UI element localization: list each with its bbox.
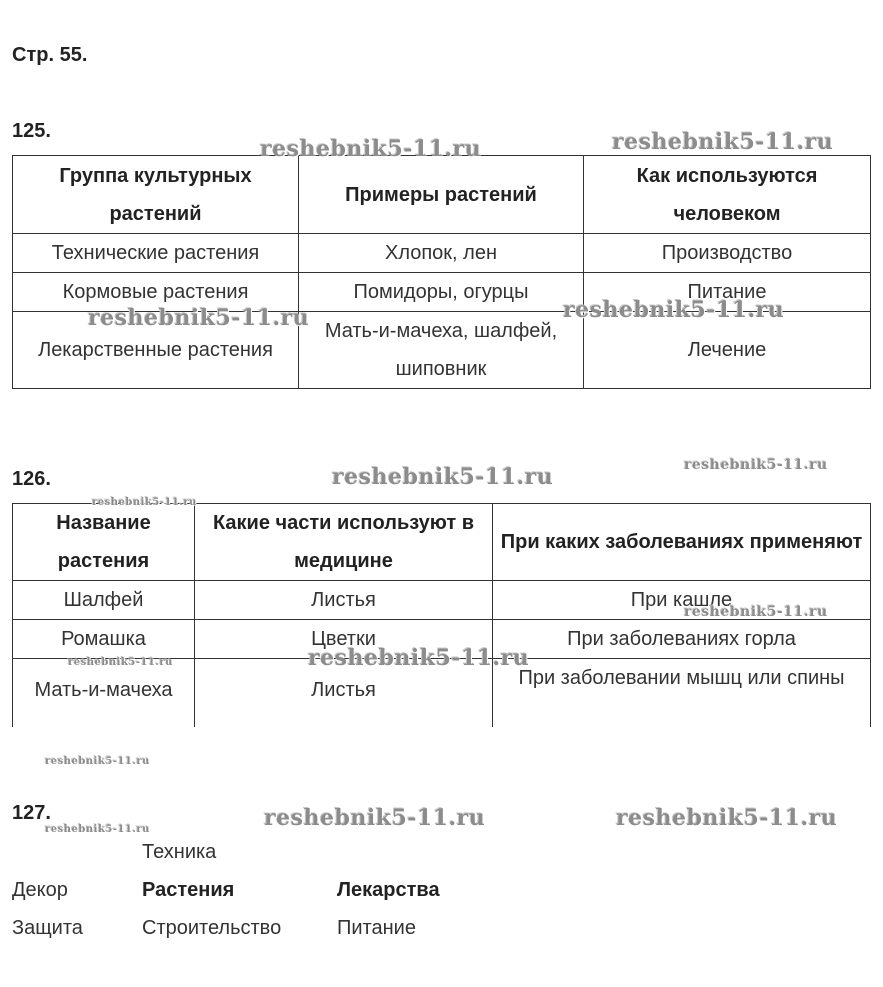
watermark: reshebnik5-11.ru <box>260 136 482 162</box>
table-cell: Ромашка <box>13 620 195 659</box>
page-label: Стр. 55. <box>12 44 88 66</box>
word-zashchita: Защита <box>12 917 83 939</box>
table-cell: Мать-и-мачеха <box>13 659 195 727</box>
header-cell: Как используются человеком <box>584 156 871 234</box>
header-cell: При каких заболеваниях применяют <box>493 504 871 581</box>
watermark: reshebnik5-11.ru <box>45 756 150 767</box>
table-cell: Лечение <box>584 312 871 389</box>
table-cell: Производство <box>584 234 871 273</box>
table-cell: Лекарственные растения <box>13 312 299 389</box>
header-cell: Какие части используют в медицине <box>195 504 493 581</box>
watermark: reshebnik5-11.ru <box>308 645 530 671</box>
watermark: reshebnik5-11.ru <box>563 297 785 323</box>
table-cell: Шалфей <box>13 581 195 620</box>
word-tekhnika: Техника <box>142 841 217 863</box>
task-127-number: 127. <box>12 802 51 824</box>
watermark: reshebnik5-11.ru <box>45 824 150 835</box>
table-cell: Технические растения <box>13 234 299 273</box>
table-cell: При кашле <box>493 581 871 620</box>
watermark: reshebnik5-11.ru <box>616 805 838 831</box>
watermark: reshebnik5-11.ru <box>332 464 554 490</box>
watermark: reshebnik5-11.ru <box>612 129 834 155</box>
table-cell: Хлопок, лен <box>299 234 584 273</box>
watermark: reshebnik5-11.ru <box>684 457 828 473</box>
task-126-number: 126. <box>12 468 51 490</box>
table-row <box>13 312 871 389</box>
header-cell: Примеры растений <box>299 156 584 234</box>
table-row <box>13 620 871 659</box>
table-cell: При заболевании мышц или спины <box>493 659 871 727</box>
table-row <box>13 273 871 312</box>
word-lekarstva: Лекарства <box>337 879 440 901</box>
task-125-number: 125. <box>12 120 51 142</box>
table-header-row <box>13 504 871 581</box>
watermark: reshebnik5-11.ru <box>684 604 828 620</box>
header-cell: Группа культурных растений <box>13 156 299 234</box>
watermark: reshebnik5-11.ru <box>92 497 197 508</box>
watermark: reshebnik5-11.ru <box>88 305 310 331</box>
word-dekor: Декор <box>12 879 68 901</box>
header-cell: Название растения <box>13 504 195 581</box>
table-row <box>13 234 871 273</box>
table-cell: Помидоры, огурцы <box>299 273 584 312</box>
table-cell: Питание <box>584 273 871 312</box>
watermark: reshebnik5-11.ru <box>264 805 486 831</box>
table-header-row <box>13 156 871 234</box>
table-row <box>13 659 871 727</box>
table-cell: При заболеваниях горла <box>493 620 871 659</box>
table-cell: Мать-и-мачеха, шалфей, шиповник <box>299 312 584 389</box>
word-pitanie: Питание <box>337 917 416 939</box>
task-126-table <box>12 503 871 727</box>
table-row <box>13 581 871 620</box>
table-cell: Цветки <box>195 620 493 659</box>
task-125-table <box>12 155 871 389</box>
table-cell: Листья <box>195 659 493 727</box>
table-cell: Листья <box>195 581 493 620</box>
table-cell: Кормовые растения <box>13 273 299 312</box>
word-rasteniya: Растения <box>142 879 235 901</box>
watermark: reshebnik5-11.ru <box>68 657 173 668</box>
word-stroitelstvo: Строительство <box>142 917 282 939</box>
